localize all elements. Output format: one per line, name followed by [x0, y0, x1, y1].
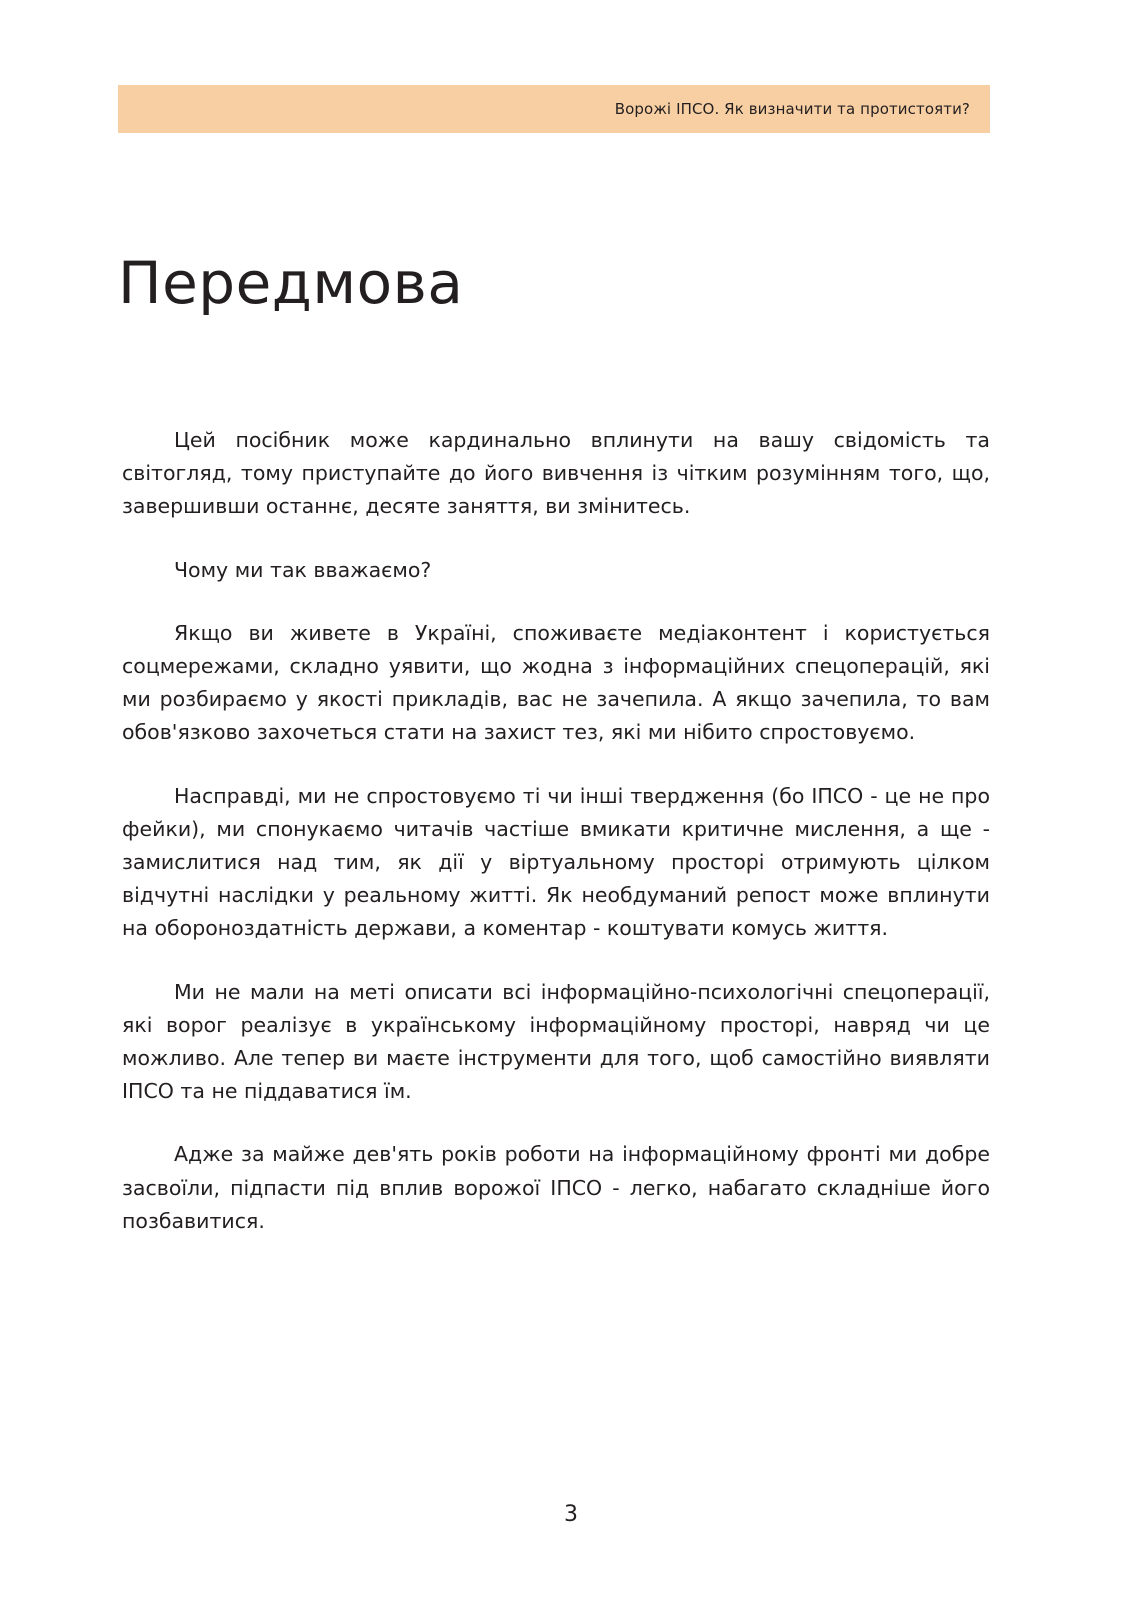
running-header-band	[118, 85, 990, 133]
running-header-title: Ворожі ІПСО. Як визначити та протистояти?	[614, 100, 970, 118]
body-content	[122, 424, 990, 1238]
paragraph: Якщо ви живете в Україні, споживаєте медіаконтент і користується соцмережами, складно уявити, що жодна з інформаційних спецоперацій, які ми розбираємо у якості прикладів, вас не зачепила. А якщо зачепила, то вам обов'язково захочеться стати на захист тез, які ми нібито спростовуємо.	[122, 620, 990, 745]
paragraph: Цей посібник може кардинально вплинути на вашу свідомість та світогляд, тому приступайте до його вивчення із чітким розумінням того, що, завершивши останнє, десяте заняття, ви змінитесь.	[122, 428, 990, 519]
page-number: 3	[564, 1502, 578, 1527]
paragraph: Адже за майже дев'ять років роботи на інформаційному фронті ми добре засвоїли, підпасти під вплив ворожої ІПСО - легко, набагато складніше його позбавитися.	[122, 1142, 990, 1233]
paragraph: Насправді, ми не спростовуємо ті чи інші твердження (бо ІПСО - це не про фейки), ми спонукаємо читачів частіше вмикати критичне мислення, а ще - замислитися над тим, як дії у віртуальному просторі отримують цілком відчутні наслідки у реальному житті. Як необдуманий репост може вплинути на обороноздатність держави, а коментар - коштувати комусь життя.	[122, 783, 990, 941]
paragraph: Ми не мали на меті описати всі інформаційно-психологічні спецоперації, які ворог реалізує в українському інформаційному просторі, навряд чи це можливо. Але тепер ви маєте інструменти для того, щоб самостійно виявляти ІПСО та не піддаватися їм.	[122, 979, 990, 1104]
paragraph: Чому ми так вважаємо?	[174, 557, 432, 582]
page-title: Передмова	[118, 248, 464, 317]
